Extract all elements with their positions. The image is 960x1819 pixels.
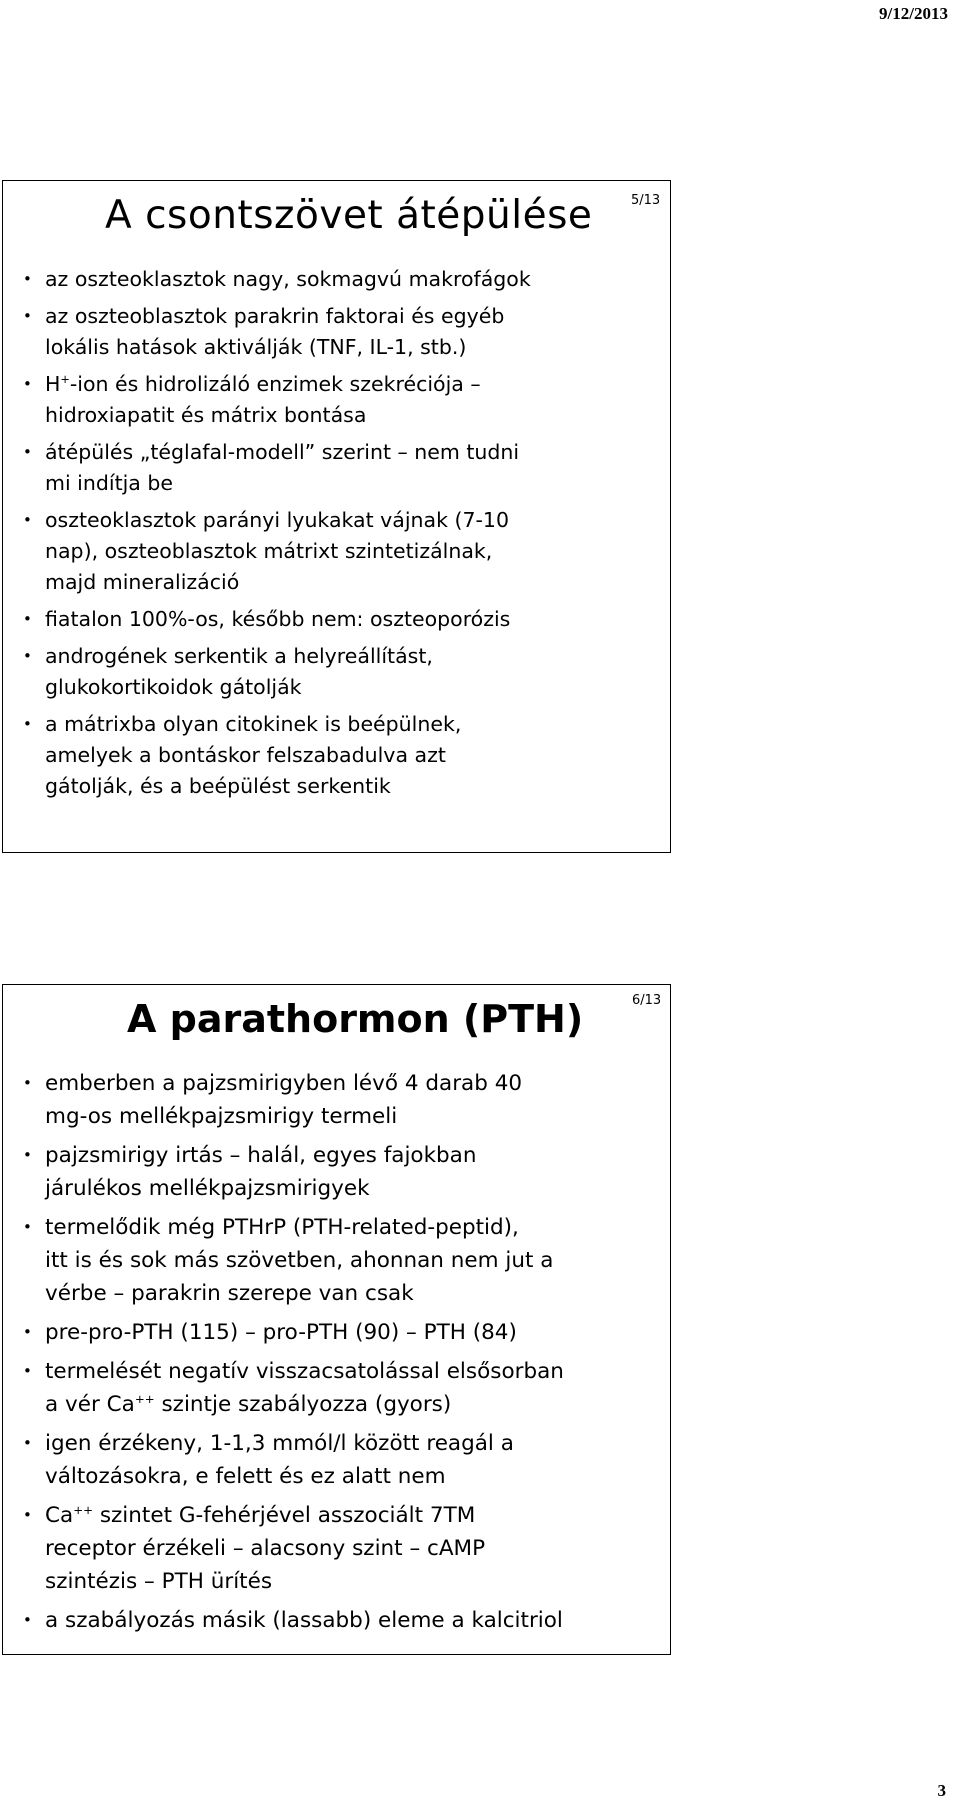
list-item-text: az oszteoblasztok parakrin faktorai és egyéb lokális hatások aktiválják (TNF, IL-1, stb.): [45, 304, 505, 359]
list-item-prefix: H: [45, 372, 61, 396]
list-item-text: pajzsmirigy irtás – halál, egyes fajokban járulékos mellékpajzsmirigyek: [45, 1143, 477, 1201]
bullet-icon: •: [23, 1506, 32, 1524]
list-item: [3, 1604, 663, 1637]
list-item: [3, 264, 663, 295]
superscript: ++: [73, 1502, 93, 1517]
list-item: [3, 1067, 663, 1133]
list-item: [3, 1427, 663, 1493]
list-item: [3, 709, 663, 802]
list-item: [3, 369, 663, 431]
list-item-text: termelődik még PTHrP (PTH-related-peptid), itt is és sok más szövetben, ahonnan nem jut a vérbe – parakrin szerepe van csak: [45, 1215, 554, 1306]
list-item-prefix: Ca: [45, 1503, 74, 1528]
list-item-text: igen érzékeny, 1-1,3 mmól/l között reagál a változásokra, e felett és ez alatt nem: [45, 1431, 514, 1489]
list-item-rest: szintje szabályozza (gyors): [154, 1392, 452, 1417]
list-item-text: a mátrixba olyan citokinek is beépülnek, amelyek a bontáskor felszabadulva azt gátolják, és a beépülést serkentik: [45, 712, 462, 798]
slide-number: 5/13: [631, 193, 661, 208]
bullet-icon: •: [23, 443, 32, 461]
slide-title: A parathormon (PTH): [127, 997, 584, 1041]
bullet-icon: •: [23, 307, 32, 325]
bullet-icon: •: [23, 1146, 32, 1164]
list-item-text: az oszteoklasztok nagy, sokmagvú makrofágok: [45, 267, 531, 291]
list-item-text: androgének serkentik a helyreállítást, glukokortikoidok gátolják: [45, 644, 433, 699]
bullet-icon: •: [23, 270, 32, 288]
bullet-icon: •: [23, 1434, 32, 1452]
bullet-icon: •: [23, 1362, 32, 1380]
bullet-icon: •: [23, 375, 32, 393]
list-item: [3, 1355, 663, 1421]
slide-parathormon: [2, 984, 671, 1655]
list-item-text: pre-pro-PTH (115) – pro-PTH (90) – PTH (84): [45, 1320, 517, 1345]
superscript: ++: [134, 1391, 155, 1406]
page-number: 3: [937, 1781, 946, 1800]
bullet-icon: •: [23, 1074, 32, 1092]
list-item: [3, 641, 663, 703]
list-item: [3, 1316, 663, 1349]
list-item: [3, 604, 663, 635]
list-item-text: oszteoklasztok parányi lyukakat vájnak (7-10 nap), oszteoblasztok mátrixt szintetizálnak, majd mineralizáció: [45, 508, 509, 594]
bullet-icon: •: [23, 511, 32, 529]
list-item-text: emberben a pajzsmirigyben lévő 4 darab 40 mg-os mellékpajzsmirigy termeli: [45, 1071, 523, 1129]
bullet-list: [3, 264, 663, 808]
list-item: [3, 1139, 663, 1205]
list-item: [3, 1499, 663, 1598]
list-item: [3, 505, 663, 598]
bullet-list: [3, 1067, 663, 1643]
slide-csontszovet: [2, 180, 671, 853]
list-item-text: [45, 1503, 485, 1594]
list-item-text: fiatalon 100%-os, később nem: oszteoporózis: [45, 607, 511, 631]
list-item: [3, 301, 663, 363]
slide-number: 6/13: [632, 993, 662, 1008]
list-item-rest: szintet G-fehérjével asszociált 7TM receptor érzékeli – alacsony szint – cAMP szintézis – PTH ürítés: [45, 1503, 486, 1594]
list-item-text: a szabályozás másik (lassabb) eleme a kalcitriol: [45, 1608, 563, 1633]
bullet-icon: •: [23, 715, 32, 733]
bullet-icon: •: [23, 1611, 32, 1629]
bullet-icon: •: [23, 647, 32, 665]
bullet-icon: •: [23, 610, 32, 628]
slide-title: A csontszövet átépülése: [105, 193, 593, 238]
superscript: +: [60, 373, 70, 387]
list-item-text: [45, 372, 481, 427]
list-item: [3, 437, 663, 499]
bullet-icon: •: [23, 1323, 32, 1341]
header-date: 9/12/2013: [879, 4, 948, 23]
bullet-icon: •: [23, 1218, 32, 1236]
list-item: [3, 1211, 663, 1310]
list-item-rest: -ion és hidrolizáló enzimek szekréciója – hidroxiapatit és mátrix bontása: [45, 372, 481, 427]
list-item-prefix: termelését negatív visszacsatolással elsősorban a vér Ca: [45, 1359, 564, 1417]
list-item-text: átépülés „téglafal-modell” szerint – nem tudni mi indítja be: [45, 440, 520, 495]
list-item-text: [45, 1359, 564, 1417]
